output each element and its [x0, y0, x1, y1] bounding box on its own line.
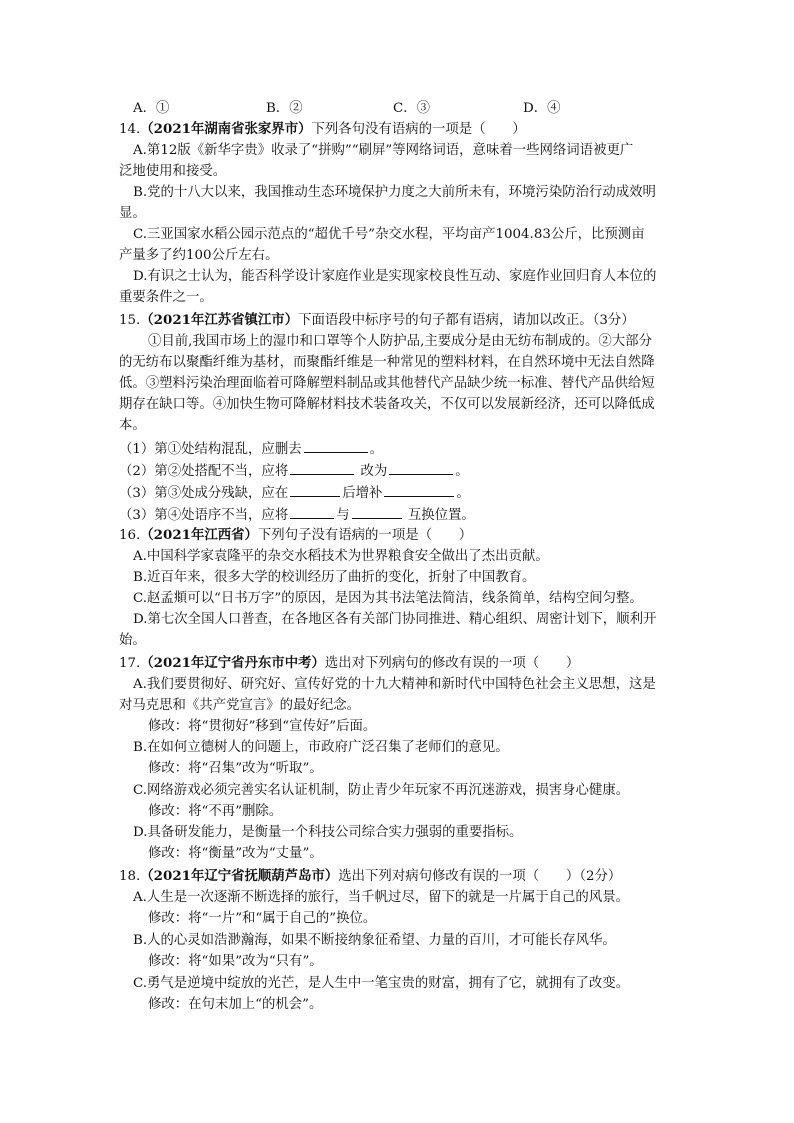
- q18-option-a-fix: 修改：将“一片”和“属于自己的”换位。: [148, 911, 377, 926]
- sub4-end: 互换位置。: [403, 508, 475, 523]
- q14-option-d-line2: 重要条件之一。: [119, 290, 213, 305]
- q18-option-c: C.勇气是逆境中绽放的光芒，是人生中一笔宝贵的财富，拥有了它，就拥有了改变。: [133, 976, 630, 991]
- answer-blank[interactable]: [290, 504, 334, 519]
- q14-option-b-line1: B.党的十八大以来，我国推动生态环境保护力度之大前所未有，环境污染防治行动成效明: [133, 185, 656, 200]
- q18-header: [119, 866, 621, 887]
- q17-option-a-fix: 修改：将“贯彻好”移到“宣传好”后面。: [148, 719, 377, 734]
- answer-blank[interactable]: [352, 504, 402, 519]
- question-stem: 选出下列对病句修改有误的一项（ ）（2分）: [338, 869, 622, 884]
- q16-header: [119, 525, 472, 546]
- q18-option-a: A.人生是一次逐渐不断选择的旅行，当千帆过尽，留下的就是一片属于自己的风景。: [133, 890, 629, 905]
- answer-blank[interactable]: [304, 438, 368, 453]
- q13-option-a: A．①: [133, 101, 170, 116]
- sub4-text: （3）第④处语序不当，应将: [119, 508, 289, 523]
- sub1-end: 。: [369, 442, 383, 457]
- q16-option-d-line2: 始。: [119, 633, 146, 648]
- question-number: 14.: [119, 122, 141, 137]
- sub2-mid: 改为: [356, 464, 388, 479]
- question-source: （2021年辽宁省抚顺葫芦岛市）: [140, 868, 339, 884]
- question-source: （2021年湖南省张家界市）: [140, 121, 312, 137]
- q17-option-d: D.具备研发能力，是衡量一个科技公司综合实力强弱的重要指标。: [133, 825, 523, 840]
- q15-passage-line5: 本。: [119, 418, 146, 433]
- question-number: 18.: [119, 869, 141, 884]
- answer-blank[interactable]: [290, 460, 354, 475]
- q15-passage-line3: 低。③塑料污染治理面临着可降解塑料制品或其他替代产品缺少统一标准、替代产品供给短: [119, 376, 655, 391]
- question-number: 16.: [119, 528, 141, 543]
- q13-option-b: B．②: [266, 101, 303, 116]
- sub3-text: （3）第③处成分残缺，应在: [119, 486, 289, 501]
- answer-blank[interactable]: [290, 482, 340, 497]
- q17-option-d-fix: 修改：将“衡量”改为“丈量”。: [148, 846, 323, 861]
- q14-option-d-line1: D.有识之士认为，能否科学设计家庭作业是实现家校良性互动、家庭作业回归育人本位的: [133, 269, 657, 284]
- question-source: （2021年江西省）: [140, 527, 258, 543]
- question-source: （2021年辽宁省丹东市中考）: [140, 655, 325, 671]
- sub3-end: 。: [456, 486, 470, 501]
- q15-sub3: [119, 482, 470, 503]
- answer-blank[interactable]: [389, 460, 453, 475]
- q16-option-b: B.近百年来，很多大学的校训经历了曲折的变化，折射了中国教育。: [133, 570, 536, 585]
- q17-option-c-fix: 修改：将“不再”删除。: [148, 804, 283, 819]
- q18-option-b: B.人的心灵如浩渺瀚海，如果不断接纳象征希望、力量的百川，才可能长存风华。: [133, 933, 616, 948]
- q16-option-d-line1: D.第七次全国人口普查，在各地区各有关部门协同推进、精心组织、周密计划下，顺利开: [133, 612, 657, 627]
- question-source: （2021年江苏省镇江市）: [140, 312, 299, 328]
- q14-option-a-line1: A.第12版《新华字贵》收录了“拼购”“刷屏”等网络词语，意味着一些网络词语被更广: [133, 143, 634, 158]
- question-number: 17.: [119, 656, 141, 671]
- q17-option-a-line2: 对马克思和《共产党宣言》的最好纪念。: [119, 698, 361, 713]
- q14-option-c-line1: C.三亚国家水稻公园示范点的“超优千号”杂交水程，平均亩产1004.83公斤，比预测亩: [133, 227, 645, 242]
- q17-option-a-line1: A.我们要贯彻好、研究好、宣传好党的十九大精神和新时代中国特色社会主义思想，这是: [133, 677, 656, 692]
- sub1-text: （1）第①处结构混乱，应删去: [119, 442, 302, 457]
- question-stem: 下列句子没有语病的一项是（ ）: [257, 528, 473, 543]
- answer-blank[interactable]: [384, 482, 454, 497]
- q15-header: [119, 310, 635, 331]
- sub4-mid: 与: [336, 508, 350, 523]
- q14-option-a-line2: 泛地使用和接受。: [119, 164, 227, 179]
- sub2-text: （2）第②处搭配不当，应将: [119, 464, 289, 479]
- q13-option-c: C．③: [393, 101, 431, 116]
- q14-option-c-line2: 产量多了约100公斤左右。: [119, 248, 279, 263]
- question-stem: 下列各句没有语病的一项是（ ）: [311, 122, 526, 137]
- q15-passage-line4: 期存在缺口等。④加快生物可降解材料技术装备攻关，不仅可以发展新经济，还可以降低成: [119, 397, 655, 412]
- q16-option-c: C.赵孟頫可以“日书万字”的原因，是因为其书法笔法简洁，线条简单，结构空间匀整。: [133, 591, 643, 606]
- q17-header: [119, 653, 579, 674]
- question-number: 15.: [119, 313, 141, 328]
- q16-option-a: A.中国科学家袁隆平的杂交水稻技术为世界粮食安全做出了杰出贡献。: [133, 549, 549, 564]
- q14-option-b-line2: 显。: [119, 206, 146, 221]
- q17-option-b-fix: 修改：将“召集”改为“听取”。: [148, 761, 323, 776]
- question-stem: 下面语段中标序号的句子都有语病，请加以改正。（3分）: [298, 313, 635, 328]
- q14-header: [119, 119, 526, 140]
- q18-option-c-fix: 修改：在句末加上“的机会”。: [148, 997, 323, 1012]
- q15-sub4: [119, 504, 475, 525]
- q18-option-b-fix: 修改：将“如果”改为“只有”。: [148, 954, 323, 969]
- q17-option-b: B.在如何立德树人的问题上，市政府广泛召集了老师们的意见。: [133, 740, 509, 755]
- q17-option-c: C.网络游戏必须完善实名认证机制，防止青少年玩家不再沉迷游戏，损害身心健康。: [133, 783, 630, 798]
- q15-sub1: [119, 438, 383, 459]
- q15-passage-line1: ①目前,我国市场上的湿巾和口罩等个人防护品,主要成分是由无纺布制成的。②大部分: [148, 334, 652, 349]
- sub3-mid: 后增补: [342, 486, 383, 501]
- q15-passage-line2: 的无纺布以聚酯纤维为基材，而聚酯纤维是一种常见的塑料材料，在自然环境中无法自然降: [119, 355, 655, 370]
- sub2-end: 。: [455, 464, 469, 479]
- q15-sub2: [119, 460, 469, 481]
- q13-option-d: D．④: [523, 101, 561, 116]
- question-stem: 选出对下列病句的修改有误的一项（ ）: [324, 656, 580, 671]
